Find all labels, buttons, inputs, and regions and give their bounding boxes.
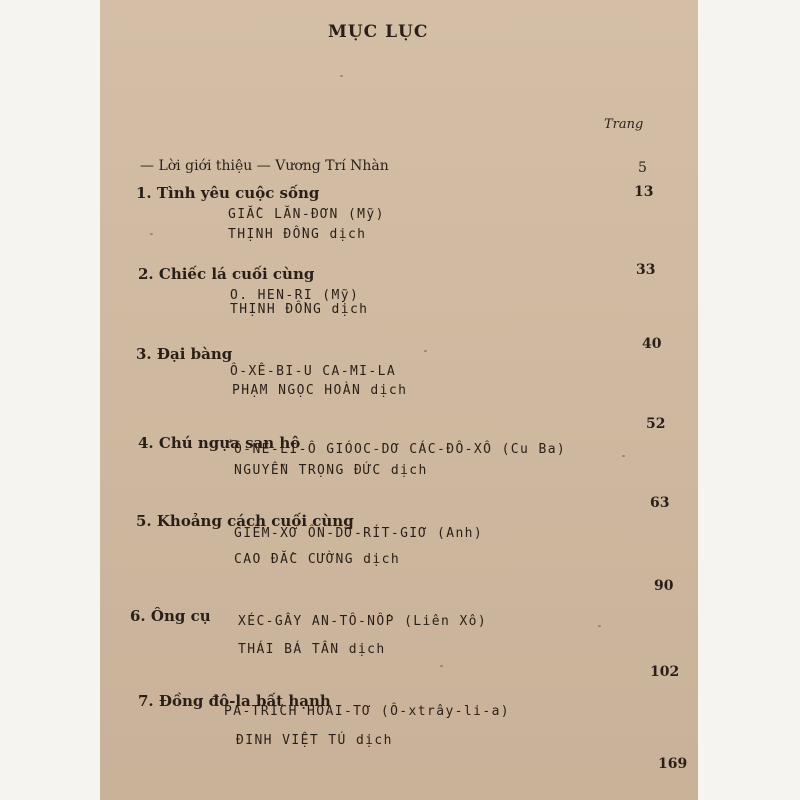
toc-entry-author: GIẮC LĂN-ĐƠN (Mỹ) <box>228 207 385 222</box>
paper-speck <box>622 455 625 457</box>
toc-entry-author: Ô-NE-LI-Ô GIÓOC-DƠ CÁC-ĐÔ-XÔ (Cu Ba) <box>234 442 567 457</box>
toc-entry-translator: THÁI BÁ TÂN dịch <box>238 642 386 657</box>
page-column-label: Trang <box>604 117 644 132</box>
paper-speck <box>598 625 601 627</box>
toc-entry-page: 63 <box>650 495 670 511</box>
toc-entry-author: Ô-XÊ-BI-U CA-MI-LA <box>230 364 397 379</box>
toc-entry-title: 4. Chú ngựa san hô <box>138 434 301 452</box>
page-title: MỤC LỤC <box>328 22 429 42</box>
toc-entry-translator: CAO ĐẮC CƯỜNG dịch <box>234 552 401 567</box>
toc-entry-title: 1. Tình yêu cuộc sống <box>136 184 320 202</box>
continuation-page-number: 169 <box>658 756 688 772</box>
intro-line: — Lời giới thiệu — Vương Trí Nhàn <box>140 158 389 174</box>
toc-entry-page: 52 <box>646 416 666 432</box>
book-page <box>100 0 698 800</box>
toc-entry-title: 5. Khoảng cách cuối cùng <box>136 512 354 530</box>
toc-entry-author: O. HEN-RI (Mỹ) <box>230 288 360 303</box>
toc-entry-author: GIÊM-XƠ ÔN-DƠ-RÍT-GIƠ (Anh) <box>234 526 484 541</box>
toc-entry-page: 33 <box>636 262 656 278</box>
toc-entry-translator: THỊNH ĐỒNG dịch <box>230 302 369 317</box>
toc-entry-page: 102 <box>650 664 680 680</box>
toc-entry-author: XÉC-GÂY AN-TÔ-NỐP (Liên Xô) <box>238 614 488 629</box>
paper-speck <box>440 665 443 667</box>
toc-entry-translator: PHẠM NGỌC HOÀN dịch <box>232 383 408 398</box>
toc-entry-page: 90 <box>654 578 674 594</box>
toc-entry-page: 40 <box>642 336 662 352</box>
toc-entry-translator: ĐINH VIỆT TÚ dịch <box>236 733 393 748</box>
toc-entry-title: 3. Đại bàng <box>136 345 233 363</box>
toc-entry-translator: NGUYỄN TRỌNG ĐỨC dịch <box>234 463 428 478</box>
paper-speck <box>150 233 153 235</box>
paper-speck <box>340 75 343 77</box>
paper-speck <box>424 350 427 352</box>
toc-entry-author: PA-TRÍCH HOAI-TƠ (Ô-xtrây-li-a) <box>224 704 511 719</box>
toc-entry-page: 13 <box>634 184 654 200</box>
intro-page-number: 5 <box>638 160 647 176</box>
toc-entry-title: 6. Ông cụ <box>130 607 211 625</box>
toc-entry-translator: THỊNH ĐỒNG dịch <box>228 227 367 242</box>
toc-entry-title: 7. Đồng đô-la bất hạnh <box>138 692 331 710</box>
toc-entry-title: 2. Chiếc lá cuối cùng <box>138 265 315 283</box>
